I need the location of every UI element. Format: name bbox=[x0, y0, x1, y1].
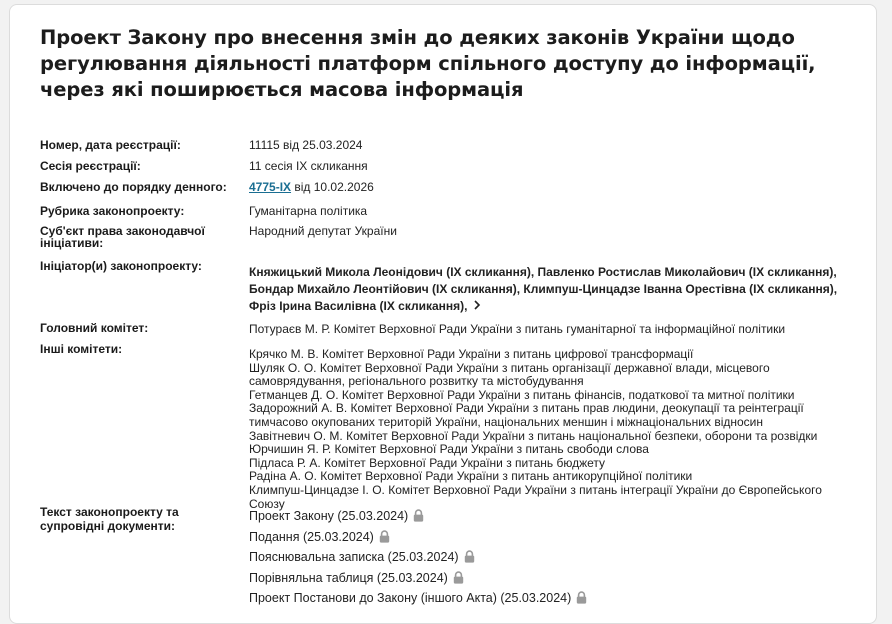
field-label: Рубрика законопроекту: bbox=[40, 204, 185, 218]
chevron-right-icon[interactable] bbox=[473, 298, 481, 315]
field-label: Ініціатор(и) законопроекту: bbox=[40, 259, 202, 273]
committee-item: Юрчишин Я. Р. Комітет Верховної Ради України з питань свободи слова bbox=[249, 442, 649, 457]
lock-icon bbox=[379, 530, 390, 547]
committee-item: Крячко М. В. Комітет Верховної Ради України з питань цифрової трансформації bbox=[249, 347, 694, 361]
committee-item: Підласа Р. А. Комітет Верховної Ради України з питань бюджету bbox=[249, 455, 606, 470]
document-link[interactable]: Подання (25.03.2024) bbox=[249, 529, 374, 544]
initiator-name[interactable]: Фріз Ірина Василівна (IX скликання), bbox=[249, 299, 468, 313]
agenda-link[interactable]: 4775-IX bbox=[249, 180, 292, 194]
field-value: Потураєв М. Р. Комітет Верховної Ради України з питань гуманітарної та інформаційної політики bbox=[249, 322, 786, 336]
initiator-name[interactable]: Бондар Михайло Леонтійович (IX скликання), bbox=[249, 282, 521, 296]
page-title: Проект Закону про внесення змін до деяких законів України щодо регулювання діяльності платформ спільного доступу до інформації, через які поширюється масова інформація bbox=[40, 26, 816, 101]
committee-item: Радіна А. О. Комітет Верховної Ради України з питань антикорупційної політики bbox=[249, 469, 693, 484]
committee-item: Завітневич О. М. Комітет Верховної Ради України з питань національної безпеки, оборони та розвідки bbox=[249, 428, 818, 443]
committee-item: Задорожний А. В. Комітет Верховної Ради України з питань прав людини, деокупації та реінтеграції тимчасово окупованих територій України, національних меншин і міжнаціональних відносин bbox=[249, 401, 804, 429]
committee-item: Гетманцев Д. О. Комітет Верховної Ради України з питань фінансів, податкової та митної політики bbox=[249, 387, 795, 402]
field-label: Включено до порядку денного: bbox=[40, 180, 227, 194]
initiator-name[interactable]: Павленко Ростислав Миколайович (IX скликання), bbox=[537, 265, 837, 279]
field-value: 11 сесія IX скликання bbox=[249, 159, 368, 173]
document-item[interactable] bbox=[249, 529, 869, 550]
document-item[interactable] bbox=[249, 549, 869, 570]
document-link[interactable]: Проект Закону (25.03.2024) bbox=[249, 509, 409, 523]
field-label: Головний комітет: bbox=[40, 321, 149, 335]
initiator-name[interactable]: Климпуш-Цинцадзе Іванна Орестівна (IX скликання), bbox=[523, 282, 838, 296]
document-item[interactable] bbox=[249, 590, 869, 611]
bill-card bbox=[9, 4, 877, 624]
document-link[interactable]: Пояснювальна записка (25.03.2024) bbox=[249, 550, 459, 564]
field-label: Суб'єкт права законодавчої ініціативи: bbox=[40, 224, 205, 250]
document-link[interactable]: Проект Постанови до Закону (іншого Акта) (25.03.2024) bbox=[249, 591, 572, 605]
committee-item: Климпуш-Цинцадзе І. О. Комітет Верховної Ради України з питань інтеграції України до Європейського Союзу bbox=[249, 482, 822, 511]
document-item[interactable] bbox=[249, 570, 869, 591]
document-link[interactable]: Порівняльна таблиця (25.03.2024) bbox=[249, 570, 448, 585]
committees-list bbox=[249, 348, 849, 511]
agenda-date: від 10.02.2026 bbox=[291, 180, 374, 194]
field-value bbox=[249, 181, 869, 193]
documents-list bbox=[249, 508, 869, 611]
field-value: 11115 від 25.03.2024 bbox=[249, 138, 363, 152]
lock-icon bbox=[576, 591, 587, 608]
initiators-list bbox=[249, 264, 869, 315]
document-item[interactable] bbox=[249, 508, 869, 529]
field-label: Текст законопроекту та супровідні документи: bbox=[40, 505, 179, 533]
initiator-name[interactable]: Княжицький Микола Леонідович (IX скликання), bbox=[249, 265, 535, 279]
lock-icon bbox=[413, 509, 424, 526]
field-label: Сесія реєстрації: bbox=[40, 159, 141, 173]
field-label: Номер, дата реєстрації: bbox=[40, 138, 181, 152]
committee-item: Шуляк О. О. Комітет Верховної Ради України з питань організації державної влади, місцевого самоврядування, регіонального розвитку та містобудування bbox=[249, 360, 770, 389]
field-value: Гуманітарна політика bbox=[249, 204, 368, 218]
field-label: Інші комітети: bbox=[40, 342, 123, 356]
lock-icon bbox=[453, 571, 464, 588]
field-value: Народний депутат України bbox=[249, 224, 397, 238]
lock-icon bbox=[464, 550, 475, 567]
